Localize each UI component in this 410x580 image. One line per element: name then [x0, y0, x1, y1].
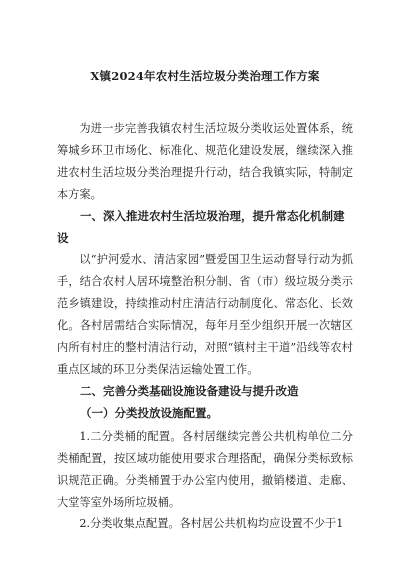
intro-paragraph: 为进一步完善我镇农村生活垃圾分类收运处置体系，统筹城乡环卫市场化、标准化、规范化建设发展，继续深入推进农村生活垃圾分类治理提升行动，结合我镇实际，特制定本方案。 [57, 122, 353, 201]
section-heading-2: 二、完善分类基础设施设备建设与提升改造 [80, 384, 299, 398]
subsection-heading-2-1: （一）分类投放设施配置。 [80, 406, 218, 420]
item-1-paragraph: 1.二分类桶的配置。各村居继续完善公共机构单位二分类桶配置，按区域功能使用要求合理搭配，确保分类标致标识规范正确。分类桶置于办公室内使用，撤销楼道、走廊、大堂等室外场所垃圾桶。 [57, 430, 353, 509]
section-heading-1: 一、深入推进农村生活垃圾治理，提升常态化机制建设 [57, 209, 345, 245]
section-1-paragraph: 以“护河爱水、清洁家园”暨爱国卫生运动督导行动为抓手，结合农村人居环境整治积分制、省（市）级垃圾分类示范乡镇建设，持续推动村庄清洁行动制度化、常态化、长效化。各村居需结合实际情况，每年月至少组织开展一次辖区内所有村庄的整村清洁行动，对照“镇村主干道”沿线等农村重点区域的环卫分类保洁运输处置工作。 [57, 253, 353, 376]
document-title: X镇2024年农村生活垃圾分类治理工作方案 [90, 69, 320, 83]
item-2-paragraph: 2.分类收集点配置。各村居公共机构均应设置不少于1 [79, 517, 344, 530]
